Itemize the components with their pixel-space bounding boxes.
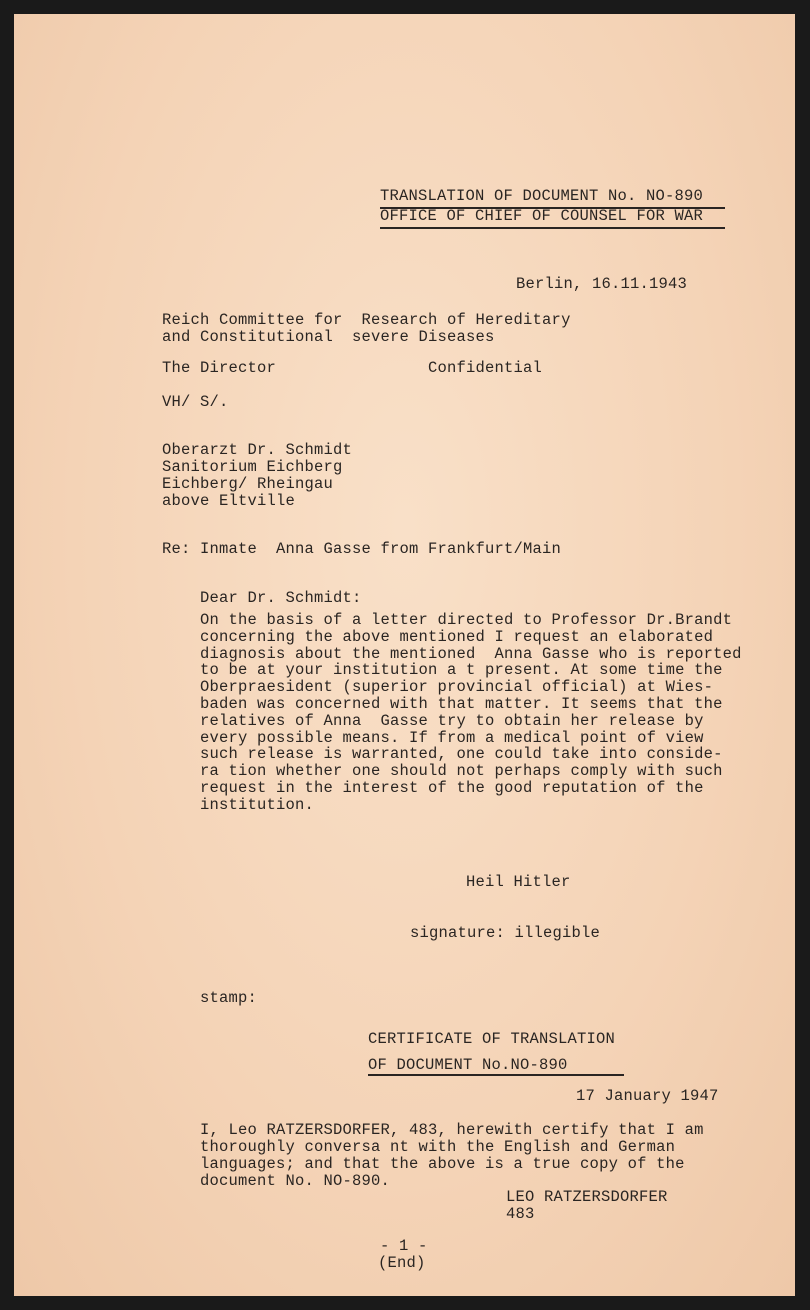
sender-line-1: Reich Committee for Research of Hereditary [162,311,571,329]
certificate-line: thoroughly conversa nt with the English and German [200,1138,676,1156]
signer-number: 483 [506,1205,535,1223]
body-line: concerning the above mentioned I request an elaborated [200,627,714,646]
body-line: diagnosis about the mentioned Anna Gasse who is reported [200,644,742,663]
certificate-body [200,1122,760,1190]
letter-date: Berlin, 16.11.1943 [516,275,688,293]
body-line: every possible means. If from a medical point of view [200,728,704,747]
body-line: institution. [200,795,315,814]
body-line: Oberpraesident (superior provincial official) at Wies- [200,678,714,697]
body-line: relatives of Anna Gasse try to obtain her release by [200,711,704,730]
certificate-line: document No. NO-890. [200,1172,391,1190]
header-line-2: OFFICE OF CHIEF OF COUNSEL FOR WAR [380,207,704,225]
header-underline-2 [380,227,725,229]
certificate-date: 17 January 1947 [576,1087,719,1105]
page-number: - 1 - [380,1237,428,1255]
recipient-line-4: above Eltville [162,492,296,510]
sender-role: The Director [162,359,277,377]
body-line: On the basis of a letter directed to Professor Dr.Brandt [200,611,733,629]
salutation: Dear Dr. Schmidt: [200,589,362,607]
recipient-line-1: Oberarzt Dr. Schmidt [162,441,353,459]
certificate-line: I, Leo RATZERSDORFER, 483, herewith certify that I am [200,1121,704,1139]
body-line: baden was concerned with that matter. It seems that the [200,694,723,713]
letter-body [200,612,770,814]
body-line: such release is warranted, one could take into conside- [200,745,723,764]
certificate-title-1: CERTIFICATE OF TRANSLATION [368,1030,616,1048]
recipient-line-3: Eichberg/ Rheingau [162,475,334,493]
end-marker: (End) [378,1254,426,1272]
body-line: to be at your institution a t present. At some time the [200,661,723,680]
stamp-label: stamp: [200,989,258,1007]
signer-name: LEO RATZERSDORFER [506,1188,668,1206]
subject-line: Re: Inmate Anna Gasse from Frankfurt/Main [162,540,562,558]
certificate-underline [368,1074,624,1076]
signature-note: signature: illegible [410,924,601,942]
reference-code: VH/ S/. [162,393,229,411]
sender-line-2: and Constitutional severe Diseases [162,328,495,346]
recipient-line-2: Sanitorium Eichberg [162,458,343,476]
certificate-line: languages; and that the above is a true copy of the [200,1155,685,1173]
body-line: request in the interest of the good reputation of the [200,778,704,797]
document-page [14,14,795,1296]
certificate-title-2: OF DOCUMENT No.NO-890 [368,1056,568,1074]
header-line-1: TRANSLATION OF DOCUMENT No. NO-890 [380,187,704,205]
closing: Heil Hitler [466,873,571,891]
classification: Confidential [428,359,543,377]
body-line: ra tion whether one should not perhaps comply with such [200,762,723,781]
